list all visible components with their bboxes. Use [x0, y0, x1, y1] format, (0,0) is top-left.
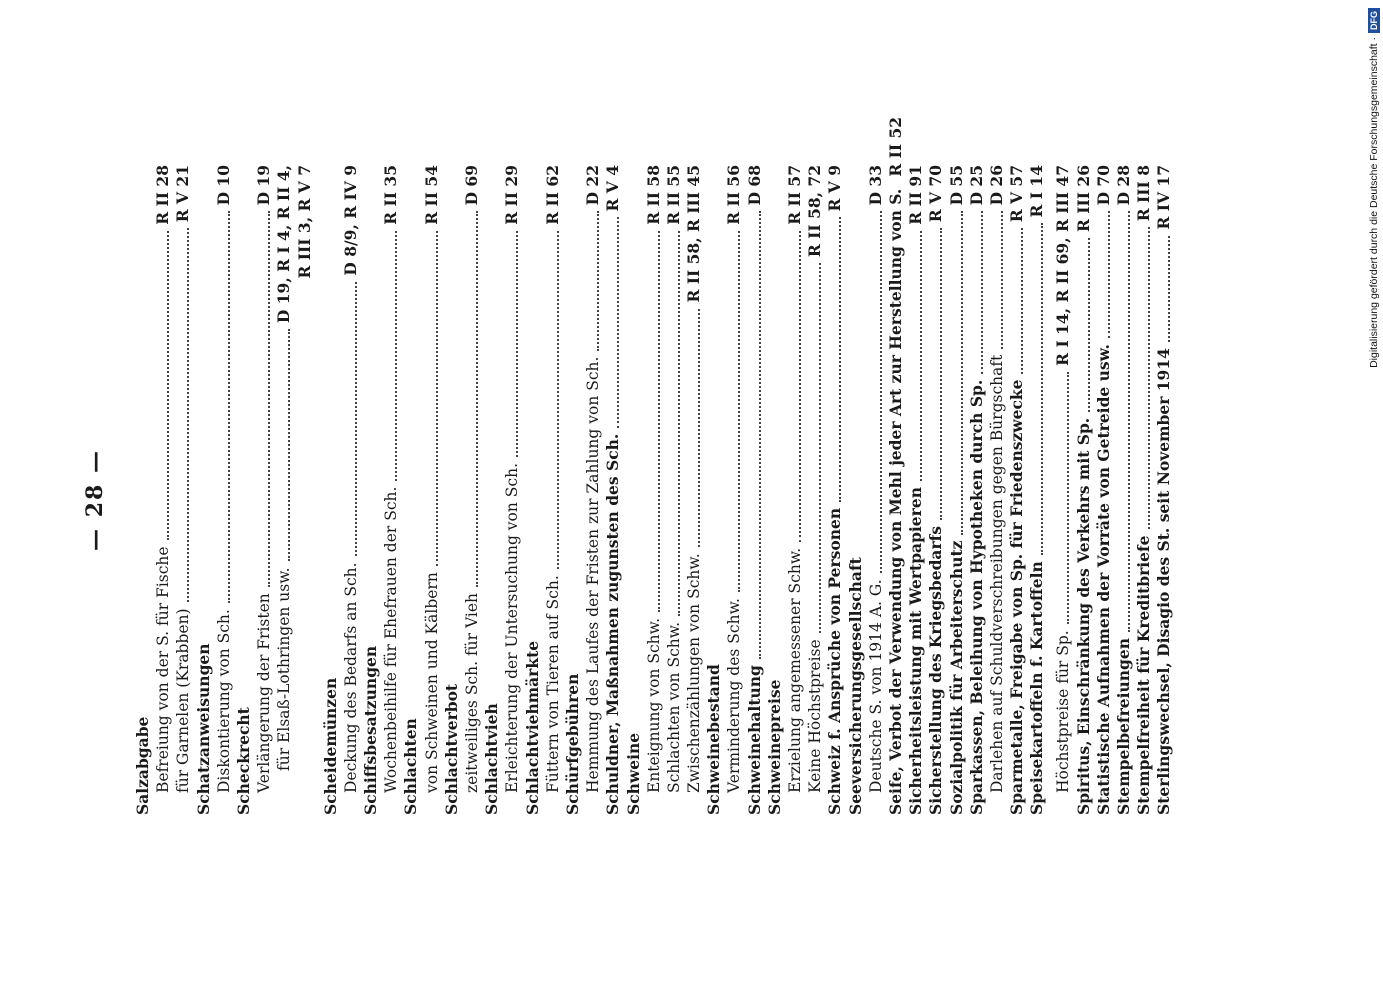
index-entry [422, 165, 442, 815]
index-reference: R II 55 [663, 165, 683, 225]
dot-leader [987, 211, 1003, 348]
index-term: Befreiung von der S. für Fische [154, 546, 173, 793]
index-entry [194, 165, 214, 815]
dot-leader [173, 228, 189, 602]
index-term: Erzielung angemessener Schw. [786, 547, 805, 793]
index-term: Keine Höchstpreise [806, 639, 825, 793]
index-entry [1027, 165, 1047, 815]
index-term: Schlachtverbot [441, 683, 461, 815]
index-entry [644, 165, 664, 815]
index-reference: R V 9 [825, 165, 845, 212]
dot-leader [644, 231, 660, 612]
index-reference: R II 28 [153, 165, 173, 225]
index-reference: D 55 [946, 165, 966, 206]
dot-leader [1114, 211, 1130, 632]
index-entry [173, 165, 193, 815]
index-entry [785, 165, 805, 815]
dot-leader [684, 309, 700, 548]
index-term: Salzabgabe [133, 716, 152, 815]
index-entry [153, 165, 173, 815]
index-entry [401, 165, 421, 815]
index-reference: R II 29 [502, 165, 522, 225]
index-entry [926, 165, 946, 815]
index-reference: D 25 [966, 165, 986, 206]
index-term: Seife, Verbot der Verwendung von Mehl jeder Art zur Herstellung von S. [885, 188, 905, 815]
index-entry [523, 165, 543, 815]
index-term: Enteignung von Schw. [644, 617, 663, 793]
index-reference: R II 58 [643, 165, 663, 225]
index-entry [704, 165, 724, 815]
index-term: Erleichterung der Untersuchung von Sch. [503, 462, 522, 793]
dot-leader [603, 218, 619, 428]
index-entry [482, 165, 502, 815]
dot-leader [341, 282, 357, 557]
index-reference: R III 26 [1073, 165, 1093, 232]
dot-leader [214, 211, 230, 603]
dot-leader [1027, 224, 1043, 556]
index-reference: D 10 [213, 165, 233, 206]
index-entry [361, 165, 381, 815]
dot-leader [583, 211, 599, 350]
index-entry [234, 165, 254, 815]
dot-leader [1154, 236, 1170, 343]
index-reference: R IV 17 [1154, 165, 1174, 230]
index-term: Schweine [623, 732, 643, 815]
index-reference: R II 57 [785, 165, 805, 225]
dot-leader [274, 329, 290, 561]
index-entry [947, 165, 967, 815]
index-term: Zwischenzählungen von Schw. [685, 553, 704, 793]
index-reference: R V 21 [173, 165, 193, 223]
index-term: Deckung des Bedarfs an Sch. [341, 562, 360, 793]
dfg-note-text: Digitalisierung gefördert durch die Deutsche Forschungsgemeinschaft · [1368, 37, 1380, 368]
index-term: für Elsaß-Lothringen usw. [275, 567, 294, 771]
index-entry [906, 165, 926, 815]
dot-leader [422, 231, 438, 566]
index-entry [987, 165, 1007, 815]
index-term: Verlängerung der Fristen [255, 593, 274, 793]
index-reference: D 8/9, R IV 9 [340, 165, 360, 276]
index-term: Spiritus, Einschränkung des Verkehrs mit Sp. [1073, 417, 1093, 815]
index-entry [502, 165, 522, 815]
index-term: Sparmetalle, Freigabe von Sp. für Friedenszwecke [1007, 379, 1027, 815]
index-term: Wochenbeihilfe für Ehefrauen der Sch. [382, 486, 401, 793]
index-entry [381, 165, 401, 815]
dot-leader [947, 211, 963, 534]
index-entry [341, 165, 361, 815]
index-term: Schatzanweisungen [193, 643, 213, 815]
index-reference: D 19 [254, 165, 274, 206]
dot-leader [926, 228, 942, 520]
index-term: Verminderung des Schw. [725, 598, 744, 793]
index-term: Schweinebestand [704, 664, 724, 815]
index-entry [664, 165, 684, 815]
dot-leader [1053, 372, 1069, 624]
index-term: Deutsche S. von 1914 A. G. [866, 579, 885, 793]
index-entry [442, 165, 462, 815]
index-term: Schweiz f. Ansprüche von Personen [825, 507, 845, 815]
index-reference: D 70 [1093, 165, 1113, 206]
index-entry [745, 165, 765, 815]
dot-leader [906, 231, 922, 481]
index-entry [1094, 165, 1114, 815]
index-reference: D 69 [462, 165, 482, 206]
index-reference: R III 8 [1134, 165, 1154, 222]
index-term: Scheidemünzen [320, 677, 340, 815]
index-term: Stempelbefreiungen [1114, 638, 1134, 815]
index-entry [563, 165, 583, 815]
index-term: Schweinehaltung [744, 665, 764, 815]
index-reference: R I 14, R II 69, R III 47 [1053, 165, 1073, 366]
index-term: Seeversicherungsgesellschaft [845, 557, 865, 815]
index-reference: R II 56 [724, 165, 744, 225]
index-reference: R II 52 [885, 116, 905, 177]
dot-leader [1134, 227, 1150, 529]
dot-leader [785, 231, 801, 542]
index-term: Füttern von Tieren auf Sch. [543, 575, 562, 793]
dfg-logo: DFG [1368, 8, 1380, 33]
index-reference: R V 4 [603, 165, 623, 212]
index-entry [1053, 165, 1073, 815]
index-entry [462, 165, 482, 815]
index-entry [603, 165, 623, 815]
index-entry [543, 165, 563, 815]
index-entry [1074, 165, 1094, 815]
dot-leader [724, 231, 740, 592]
index-entry [866, 165, 886, 815]
index-term: Statistische Aufnahmen der Vorräte von Getreide usw. [1093, 344, 1113, 815]
index-entry [885, 116, 906, 815]
index-reference: R V 57 [1007, 165, 1027, 223]
dot-leader [1007, 228, 1023, 373]
dot-leader [866, 211, 882, 573]
index-term: Sterlingswechsel, Disagio des St. seit November 1914 [1154, 348, 1174, 815]
dfg-footer [1366, 8, 1382, 398]
index-term: Schürfgebühren [562, 673, 582, 815]
dot-leader [1094, 211, 1110, 338]
index-reference: D 33 [865, 165, 885, 206]
index-term: Scheckrecht [233, 707, 253, 815]
index-entry [274, 165, 314, 815]
index-reference: D 22 [583, 165, 603, 206]
index-entry [1154, 165, 1174, 815]
index-reference: D 19, R I 4, R II 4, R III 3, R V 7 [274, 165, 314, 324]
index-entry [583, 165, 603, 815]
index-entry [624, 165, 644, 815]
index-entry [967, 165, 987, 815]
index-term: Sparkassen, Beleihung von Hypotheken durch Sp. [966, 379, 986, 815]
index-entry [724, 165, 744, 815]
dot-leader [1074, 238, 1090, 412]
index-entry [825, 165, 845, 815]
index-term: Diskontierung von Sch. [214, 609, 233, 793]
index-entry [214, 165, 234, 815]
index-reference: D 26 [986, 165, 1006, 206]
index-term: Schuldner, Maßnahmen zugunsten des Sch. [603, 433, 623, 815]
index-reference: R II 58, R III 45 [684, 165, 704, 303]
index-term: Schiffsbesatzungen [361, 645, 381, 815]
index-reference: R I 14 [1027, 165, 1047, 218]
dot-leader [805, 263, 821, 633]
index-reference: D 28 [1114, 165, 1134, 206]
index-reference: R II 54 [421, 165, 441, 225]
index-entry [765, 165, 785, 815]
index-term: Schlachten von Schw. [664, 621, 683, 793]
index-entry [684, 165, 704, 815]
page-number: — 28 — [82, 449, 108, 551]
dot-leader [153, 231, 169, 541]
index-term: zeitweiliges Sch. für Vieh [463, 592, 482, 793]
index-term: für Garnelen (Krabben) [174, 608, 193, 793]
index-list [133, 116, 1175, 815]
index-entry [805, 165, 825, 815]
index-term: Schlachten [401, 718, 421, 815]
index-entry [133, 165, 153, 815]
index-entry [1007, 165, 1027, 815]
index-term: Sicherheitsleistung mit Wertpapieren [906, 487, 926, 815]
dot-leader [664, 231, 680, 616]
index-term: Sozialpolitik für Arbeiterschutz [946, 540, 966, 815]
index-reference: R II 58, 72 [805, 165, 825, 258]
dot-leader [502, 231, 518, 457]
index-reference: R II 62 [542, 165, 562, 225]
index-entry [321, 165, 341, 815]
index-entry [254, 165, 274, 815]
dot-leader [543, 231, 559, 570]
index-term: Höchstpreise für Sp. [1054, 630, 1073, 793]
index-term: Schlachtviehmärkte [522, 640, 542, 815]
index-term: von Schweinen und Kälbern [422, 572, 441, 793]
dot-leader [254, 211, 270, 587]
dot-leader [381, 231, 397, 481]
index-term: Speisekartoffeln f. Kartoffeln [1027, 561, 1047, 815]
dot-leader [967, 211, 983, 373]
index-term: Stempelfreiheit für Kreditbriefe [1134, 535, 1154, 815]
index-entry [1114, 165, 1134, 815]
index-term: Darlehen auf Schuldverschreibungen gegen Bürgschaft [987, 354, 1006, 793]
index-term: Hemmung des Laufes der Fristen zur Zahlung von Sch. [584, 356, 603, 793]
index-term: Sicherstellung des Kriegsbedarfs [926, 525, 946, 815]
index-entry [1134, 165, 1154, 815]
index-term: Schweinepreise [764, 679, 784, 815]
index-reference: R V 70 [926, 165, 946, 223]
index-reference: D 68 [744, 165, 764, 206]
dot-leader [462, 211, 478, 587]
index-entry [846, 165, 866, 815]
index-term: Schlachtvieh [482, 703, 502, 815]
dot-leader [825, 218, 841, 502]
index-reference: R II 91 [906, 165, 926, 225]
index-reference: R II 35 [381, 165, 401, 225]
dot-leader [745, 211, 761, 659]
